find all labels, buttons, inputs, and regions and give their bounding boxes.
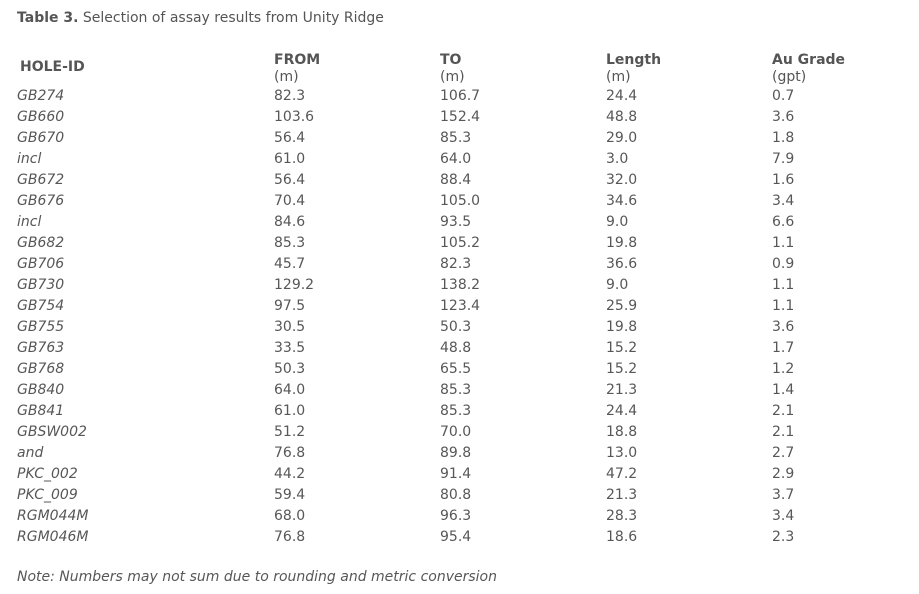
cell-hole-id: incl xyxy=(17,151,42,167)
table-row xyxy=(17,443,892,464)
cell-au-grade: 1.8 xyxy=(772,130,795,146)
table-row xyxy=(17,275,892,296)
table-row xyxy=(17,170,892,191)
cell-from: 76.8 xyxy=(274,529,306,545)
cell-hole-id: PKC_009 xyxy=(17,487,78,503)
header-from xyxy=(274,48,440,86)
cell-hole-id: GB676 xyxy=(17,193,65,209)
cell-from: 70.4 xyxy=(274,193,306,209)
cell-from: 97.5 xyxy=(274,298,306,314)
cell-hole-id: GB660 xyxy=(17,109,65,125)
cell-length: 9.0 xyxy=(606,277,629,293)
header-to-title: TO xyxy=(440,52,462,68)
table-body xyxy=(17,86,892,548)
table-row xyxy=(17,296,892,317)
cell-hole-id: GB670 xyxy=(17,130,65,146)
cell-from: 64.0 xyxy=(274,382,306,398)
cell-hole-id: and xyxy=(17,445,44,461)
cell-from: 76.8 xyxy=(274,445,306,461)
cell-from: 61.0 xyxy=(274,151,306,167)
cell-hole-id: GB754 xyxy=(17,298,65,314)
cell-from: 84.6 xyxy=(274,214,306,230)
cell-length: 36.6 xyxy=(606,256,638,272)
table-row xyxy=(17,359,892,380)
cell-to: 85.3 xyxy=(440,382,472,398)
cell-au-grade: 1.1 xyxy=(772,235,795,251)
cell-length: 21.3 xyxy=(606,487,638,503)
cell-au-grade: 7.9 xyxy=(772,151,795,167)
table-row xyxy=(17,212,892,233)
cell-to: 152.4 xyxy=(440,109,481,125)
cell-length: 15.2 xyxy=(606,361,638,377)
cell-from: 103.6 xyxy=(274,109,315,125)
cell-length: 34.6 xyxy=(606,193,638,209)
cell-length: 48.8 xyxy=(606,109,638,125)
table-header xyxy=(17,48,892,86)
cell-to: 64.0 xyxy=(440,151,472,167)
cell-au-grade: 1.4 xyxy=(772,382,795,398)
cell-from: 56.4 xyxy=(274,130,306,146)
cell-hole-id: RGM046M xyxy=(17,529,89,545)
cell-length: 24.4 xyxy=(606,403,638,419)
cell-to: 95.4 xyxy=(440,529,472,545)
cell-length: 18.6 xyxy=(606,529,638,545)
cell-length: 25.9 xyxy=(606,298,638,314)
header-hole-id-title: HOLE-ID xyxy=(20,58,85,75)
cell-from: 59.4 xyxy=(274,487,306,503)
cell-au-grade: 2.7 xyxy=(772,445,795,461)
cell-au-grade: 3.4 xyxy=(772,508,795,524)
cell-au-grade: 3.6 xyxy=(772,319,795,335)
cell-length: 18.8 xyxy=(606,424,638,440)
cell-length: 28.3 xyxy=(606,508,638,524)
cell-length: 21.3 xyxy=(606,382,638,398)
cell-au-grade: 2.1 xyxy=(772,424,795,440)
table-row xyxy=(17,380,892,401)
cell-from: 50.3 xyxy=(274,361,306,377)
cell-au-grade: 1.2 xyxy=(772,361,795,377)
cell-from: 44.2 xyxy=(274,466,306,482)
cell-length: 15.2 xyxy=(606,340,638,356)
header-to-unit: (m) xyxy=(440,69,465,85)
cell-length: 24.4 xyxy=(606,88,638,104)
cell-au-grade: 1.1 xyxy=(772,277,795,293)
table-row xyxy=(17,527,892,548)
cell-to: 82.3 xyxy=(440,256,472,272)
cell-length: 19.8 xyxy=(606,235,638,251)
table-row xyxy=(17,506,892,527)
header-length-title: Length xyxy=(606,52,662,68)
cell-to: 106.7 xyxy=(440,88,481,104)
cell-to: 105.0 xyxy=(440,193,481,209)
header-to xyxy=(440,48,606,86)
table-row xyxy=(17,191,892,212)
table-caption-label: Table 3. xyxy=(17,10,79,26)
cell-hole-id: incl xyxy=(17,214,42,230)
cell-to: 93.5 xyxy=(440,214,472,230)
cell-length: 13.0 xyxy=(606,445,638,461)
cell-hole-id: GB763 xyxy=(17,340,65,356)
cell-hole-id: GB840 xyxy=(17,382,65,398)
cell-length: 29.0 xyxy=(606,130,638,146)
cell-from: 45.7 xyxy=(274,256,306,272)
cell-au-grade: 2.3 xyxy=(772,529,795,545)
assay-results-table xyxy=(17,48,892,548)
cell-from: 56.4 xyxy=(274,172,306,188)
header-from-title: FROM xyxy=(274,52,321,68)
cell-to: 123.4 xyxy=(440,298,481,314)
header-row xyxy=(17,48,892,86)
header-au-grade-title: Au Grade xyxy=(772,52,846,68)
header-hole-id xyxy=(17,48,274,86)
cell-to: 89.8 xyxy=(440,445,472,461)
cell-hole-id: GB768 xyxy=(17,361,65,377)
header-from-unit: (m) xyxy=(274,69,299,85)
cell-au-grade: 6.6 xyxy=(772,214,795,230)
cell-hole-id: GB274 xyxy=(17,88,65,104)
table-row xyxy=(17,422,892,443)
cell-to: 48.8 xyxy=(440,340,472,356)
cell-au-grade: 0.9 xyxy=(772,256,795,272)
cell-to: 96.3 xyxy=(440,508,472,524)
cell-to: 65.5 xyxy=(440,361,472,377)
cell-au-grade: 1.7 xyxy=(772,340,795,356)
cell-au-grade: 2.9 xyxy=(772,466,795,482)
table-row xyxy=(17,401,892,422)
cell-to: 85.3 xyxy=(440,130,472,146)
cell-to: 85.3 xyxy=(440,403,472,419)
table-row xyxy=(17,107,892,128)
cell-to: 80.8 xyxy=(440,487,472,503)
cell-to: 105.2 xyxy=(440,235,481,251)
cell-hole-id: GB682 xyxy=(17,235,65,251)
table-row xyxy=(17,338,892,359)
cell-hole-id: GBSW002 xyxy=(17,424,87,440)
cell-from: 68.0 xyxy=(274,508,306,524)
cell-au-grade: 1.1 xyxy=(772,298,795,314)
table-row xyxy=(17,233,892,254)
cell-hole-id: GB755 xyxy=(17,319,65,335)
cell-au-grade: 3.6 xyxy=(772,109,795,125)
cell-hole-id: GB672 xyxy=(17,172,65,188)
cell-to: 138.2 xyxy=(440,277,481,293)
header-length-unit: (m) xyxy=(606,69,631,85)
cell-from: 33.5 xyxy=(274,340,306,356)
header-au-grade-unit: (gpt) xyxy=(772,69,807,85)
cell-length: 9.0 xyxy=(606,214,629,230)
cell-au-grade: 2.1 xyxy=(772,403,795,419)
table-note: Note: Numbers may not sum due to rounding and metric conversion xyxy=(17,569,497,585)
cell-hole-id: RGM044M xyxy=(17,508,89,524)
cell-au-grade: 1.6 xyxy=(772,172,795,188)
cell-hole-id: GB841 xyxy=(17,403,65,419)
table-caption-text: Selection of assay results from Unity Ridge xyxy=(78,10,384,26)
table-row xyxy=(17,464,892,485)
cell-to: 70.0 xyxy=(440,424,472,440)
table-row xyxy=(17,317,892,338)
table-row xyxy=(17,86,892,107)
table-row xyxy=(17,254,892,275)
table-row xyxy=(17,149,892,170)
cell-to: 91.4 xyxy=(440,466,472,482)
cell-to: 50.3 xyxy=(440,319,472,335)
cell-from: 129.2 xyxy=(274,277,315,293)
cell-length: 3.0 xyxy=(606,151,629,167)
table-row xyxy=(17,128,892,149)
table-caption xyxy=(17,10,384,26)
cell-length: 47.2 xyxy=(606,466,638,482)
header-au-grade xyxy=(772,48,892,86)
cell-length: 19.8 xyxy=(606,319,638,335)
cell-hole-id: GB706 xyxy=(17,256,65,272)
cell-hole-id: GB730 xyxy=(17,277,65,293)
cell-au-grade: 3.7 xyxy=(772,487,795,503)
cell-au-grade: 0.7 xyxy=(772,88,795,104)
cell-from: 61.0 xyxy=(274,403,306,419)
table-row xyxy=(17,485,892,506)
cell-to: 88.4 xyxy=(440,172,472,188)
cell-au-grade: 3.4 xyxy=(772,193,795,209)
header-length xyxy=(606,48,772,86)
cell-from: 85.3 xyxy=(274,235,306,251)
cell-hole-id: PKC_002 xyxy=(17,466,78,482)
cell-from: 82.3 xyxy=(274,88,306,104)
cell-from: 51.2 xyxy=(274,424,306,440)
cell-length: 32.0 xyxy=(606,172,638,188)
cell-from: 30.5 xyxy=(274,319,306,335)
